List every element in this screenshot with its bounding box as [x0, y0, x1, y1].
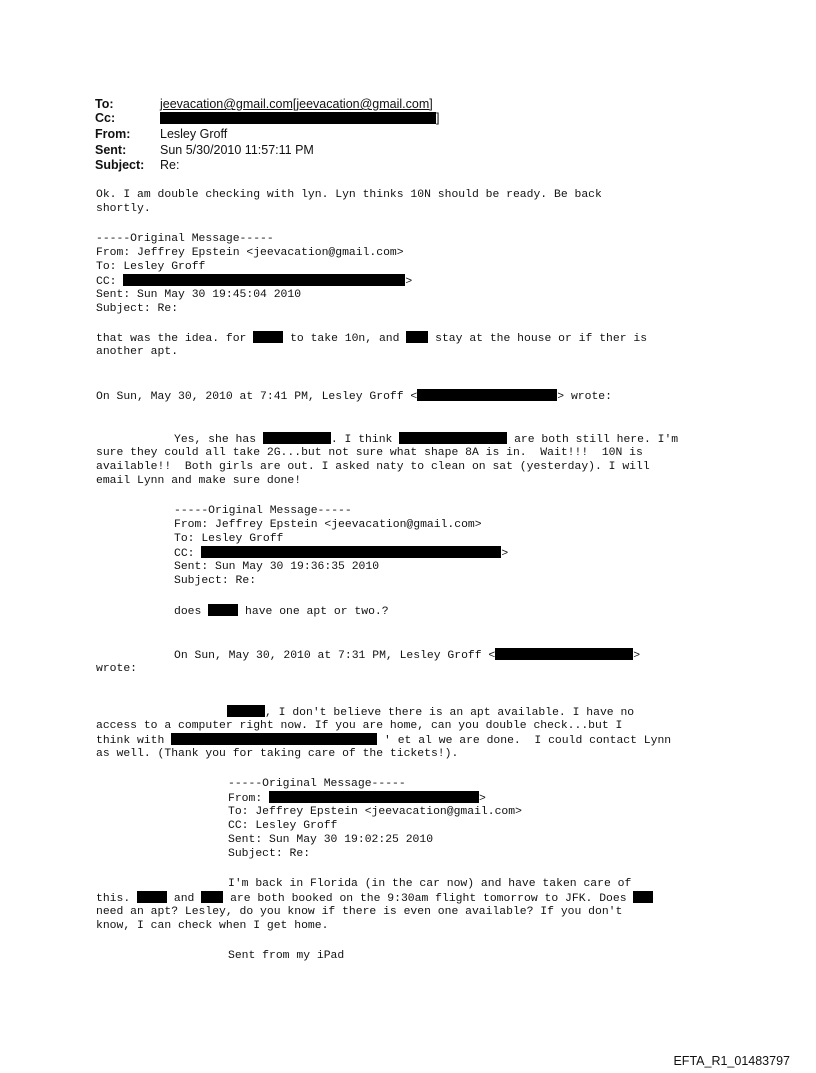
to-address-link[interactable]: jeevacation@gmail.com[jeevacation@gmail.com]: [160, 97, 433, 111]
redaction-bar: [253, 331, 283, 343]
redaction-bar: [417, 389, 557, 401]
wrote-line: On Sun, May 30, 2010 at 7:31 PM, Lesley Groff < >: [174, 650, 641, 662]
message-line: email Lynn and make sure done!: [96, 475, 302, 487]
message-line: I'm back in Florida (in the car now) and have taken care of: [228, 878, 632, 890]
message-line: , I don't believe there is an apt available. I have no: [227, 705, 634, 720]
message-line: that was the idea. for to take 10n, and stay at the house or if ther is: [96, 333, 648, 345]
redaction-bar: [399, 432, 507, 444]
wrote-line: On Sun, May 30, 2010 at 7:41 PM, Lesley Groff < > wrote:: [96, 391, 612, 403]
orig-sent: Sent: Sun May 30 19:36:35 2010: [174, 561, 380, 573]
orig-to: To: Lesley Groff: [174, 533, 284, 545]
original-divider: -----Original Message-----: [96, 233, 274, 245]
redaction-bar: [171, 733, 377, 745]
redaction-bar: [263, 432, 331, 444]
message-line: know, I can check when I get home.: [96, 920, 329, 932]
redaction-bar: [633, 891, 653, 903]
sent-value: Sun 5/30/2010 11:57:11 PM: [160, 143, 314, 157]
message-line: available!! Both girls are out. I asked naty to clean on sat (yesterday). I will: [96, 461, 650, 473]
orig-cc: CC: >: [174, 548, 509, 560]
orig-subject: Subject: Re:: [174, 575, 257, 587]
subject-value: Re:: [160, 158, 180, 172]
message-line: need an apt? Lesley, do you know if there is even one available? If you don't: [96, 906, 623, 918]
message-line: another apt.: [96, 346, 179, 358]
orig-from: From: Jeffrey Epstein <jeevacation@gmail.com>: [174, 519, 482, 531]
message-line: sure they could all take 2G...but not sure what shape 8A is in. Wait!!! 10N is: [96, 447, 643, 459]
redaction-bar: [201, 546, 501, 558]
redaction-bar: [495, 648, 633, 660]
message-line: does have one apt or two.?: [174, 606, 389, 618]
redaction-bar: [160, 112, 436, 124]
redaction-bar: [406, 331, 428, 343]
message-line: think with ' et al we are done. I could contact Lynn: [96, 735, 672, 747]
reply-line: Ok. I am double checking with lyn. Lyn thinks 10N should be ready. Be back: [96, 189, 602, 201]
subject-label: Subject:: [95, 158, 145, 172]
cc-value: ]: [160, 111, 439, 125]
message-line: this. and are both booked on the 9:30am flight tomorrow to JFK. Does: [96, 891, 653, 906]
orig-cc: CC: >: [96, 276, 413, 288]
redaction-bar: [208, 604, 238, 616]
original-divider: -----Original Message-----: [228, 778, 406, 790]
from-value: Lesley Groff: [160, 127, 228, 141]
reply-line: shortly.: [96, 203, 151, 215]
redaction-bar: [269, 791, 479, 803]
orig-subject: Subject: Re:: [228, 848, 311, 860]
redaction-bar: [227, 705, 265, 717]
original-divider: -----Original Message-----: [174, 505, 352, 517]
wrote-line: wrote:: [96, 663, 138, 675]
orig-from: From: >: [228, 793, 486, 805]
orig-to: To: Jeffrey Epstein <jeevacation@gmail.com>: [228, 806, 522, 818]
redaction-bar: [137, 891, 167, 903]
cc-label: Cc:: [95, 111, 116, 125]
orig-subject: Subject: Re:: [96, 303, 179, 315]
orig-sent: Sent: Sun May 30 19:45:04 2010: [96, 289, 302, 301]
orig-cc: CC: Lesley Groff: [228, 820, 338, 832]
orig-from: From: Jeffrey Epstein <jeevacation@gmail.com>: [96, 247, 404, 259]
from-label: From:: [95, 127, 131, 141]
bates-number: EFTA_R1_01483797: [673, 1054, 790, 1068]
orig-to: To: Lesley Groff: [96, 261, 206, 273]
to-label: To:: [95, 97, 114, 111]
orig-sent: Sent: Sun May 30 19:02:25 2010: [228, 834, 434, 846]
signature: Sent from my iPad: [228, 950, 345, 962]
message-line: Yes, she has . I think are both still here. I'm: [174, 434, 679, 446]
redaction-bar: [123, 274, 405, 286]
message-line: access to a computer right now. If you are home, can you double check...but I: [96, 720, 623, 732]
redaction-bar: [201, 891, 223, 903]
message-line: as well. (Thank you for taking care of the tickets!).: [96, 748, 459, 760]
sent-label: Sent:: [95, 143, 127, 157]
